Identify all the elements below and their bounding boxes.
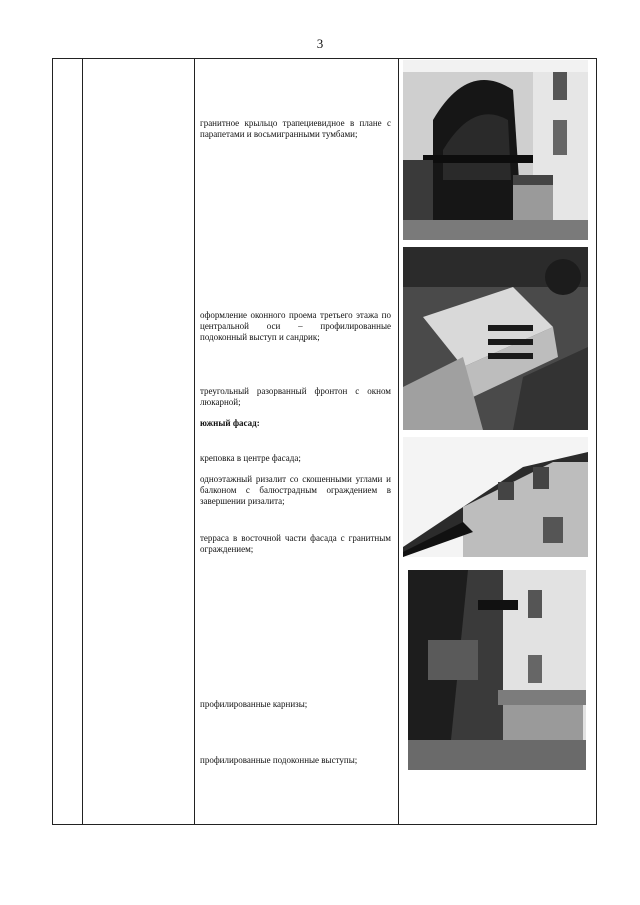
photo-south-facade-cornice [403, 437, 588, 557]
column-divider [82, 59, 83, 824]
page-number: 3 [316, 36, 324, 51]
item-facade-crepovka: креповка в центре фасада; [200, 453, 301, 463]
column-divider [194, 59, 195, 824]
item-granite-porch: гранитное крыльцо трапециевидное в плане с парапетами и восьмигранными тумбами; [200, 118, 391, 139]
item-profiled-sills: профилированные подоконные выступы; [200, 755, 358, 765]
item-risalit: одноэтажный ризалит со скошенными углами и балконом с балюстрадным ограждением в завершении ризалита; [200, 474, 391, 506]
photo-window-pediment [403, 247, 588, 430]
item-broken-pediment: треугольный разорванный фронтон с окном люкарной; [200, 386, 391, 407]
item-window-opening-third-floor: оформление оконного проема третьего этажа по центральной оси – профилированные подоконный выступ и сандрик; [200, 310, 391, 342]
photo-terrace-granite-fence [408, 570, 586, 770]
column-divider [398, 59, 399, 824]
photo-granite-porch [403, 60, 588, 240]
section-heading-south-facade: южный фасад: [200, 418, 260, 428]
item-profiled-cornices: профилированные карнизы; [200, 699, 308, 709]
item-terrace: терраса в восточной части фасада с гранитным ограждением; [200, 533, 391, 554]
